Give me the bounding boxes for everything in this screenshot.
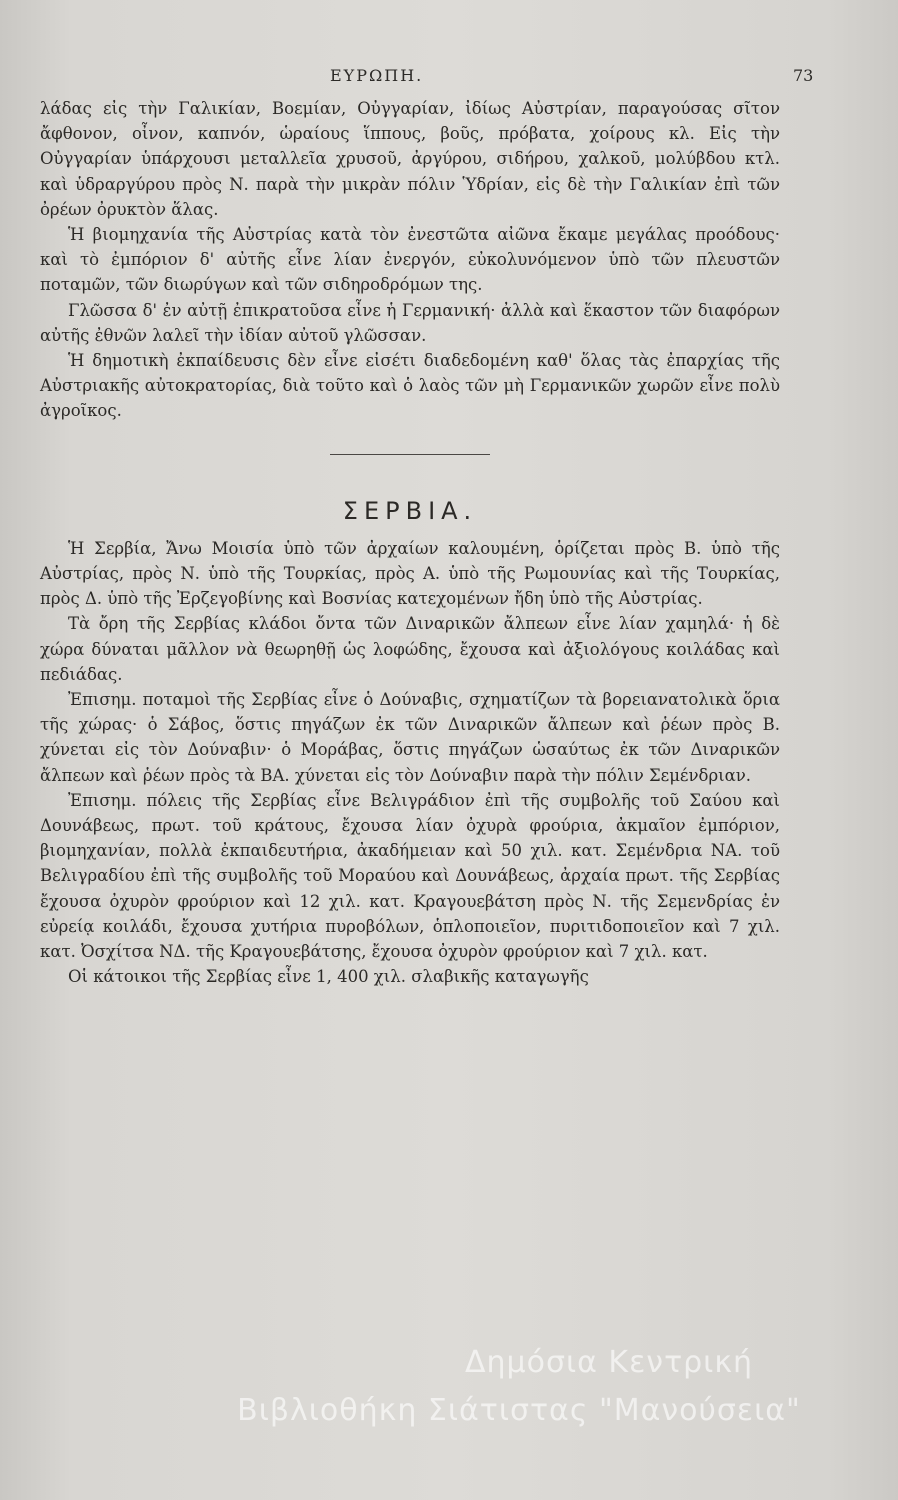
page-number: 73 <box>793 66 814 85</box>
paragraph: Ἐπισημ. ποταμοὶ τῆς Σερβίας εἶνε ὁ Δούναβις, σχηματίζων τὰ βορειανατολικὰ ὅρια τῆς χώρας· ὁ Σάβος, ὅστις πηγάζων ἐκ τῶν Διναρικῶν ἄλπεων καὶ ῥέων πρὸς Β. χύνεται εἰς τὸν Δούναβιν· ὁ Μοράβας, ὅστις πηγάζων ὡσαύτως ἐκ τῶν Διναρικῶν ἄλπεων καὶ ῥέων πρὸς τὰ ΒΑ. χύνεται εἰς τὸν Δούναβιν παρὰ τὴν πόλιν Σεμένδριαν. <box>40 690 780 785</box>
paragraph: Ἡ δημοτικὴ ἐκπαίδευσις δὲν εἶνε εἰσέτι διαδεδομένη καθ' ὅλας τὰς ἐπαρχίας τῆς Αὐστριακῆς αὐτοκρατορίας, διὰ τοῦτο καὶ ὁ λαὸς τῶν μὴ Γερμανικῶν χωρῶν εἶνε πολὺ ἀγροῖκος. <box>40 351 780 421</box>
page-header <box>0 66 898 90</box>
library-watermark-line1: Δημόσια Κεντρική <box>464 1345 754 1380</box>
section-title: ΣΕΡΒΙΑ. <box>342 496 478 525</box>
paragraph: Ἐπισημ. πόλεις τῆς Σερβίας εἶνε Βελιγράδιον ἐπὶ τῆς συμβολῆς τοῦ Σαύου καὶ Δουνάβεως, πρωτ. τοῦ κράτους, ἔχουσα λίαν ὀχυρὰ φρούρια, ἀκμαῖον ἐμπόριον, βιομηχανίαν, πολλὰ ἐκπαιδευτήρια, ἀκαδήμειαν καὶ 50 χιλ. κατ. Σεμένδρια ΝΑ. τοῦ Βελιγραδίου ἐπὶ τῆς συμβολῆς τοῦ Μοραύου καὶ Δουνάβεως, ἀρχαία πρωτ. τῆς Σερβίας ἔχουσα ὀχυρὸν φρούριον καὶ 12 χιλ. κατ. Κραγουεβάτση πρὸς Ν. τῆς Σεμενδρίας ἐν εὐρείᾳ κοιλάδι, ἔχουσα χυτήρια πυροβόλων, ὁπλοποιεῖον, πυριτιδοποιεῖον καὶ 7 χιλ. κατ. Ὀσχίτσα ΝΔ. τῆς Κραγουεβάτσης, ἔχουσα ὀχυρὸν φρούριον καὶ 7 χιλ. κατ. <box>40 790 780 962</box>
paragraph: Οἱ κάτοικοι τῆς Σερβίας εἶνε 1, 400 χιλ. σλαβικῆς καταγωγῆς <box>68 967 589 987</box>
paragraph: Ἡ βιομηχανία τῆς Αὐστρίας κατὰ τὸν ἐνεστῶτα αἰῶνα ἔκαμε μεγάλας προόδους· καὶ τὸ ἐμπόριον δ' αὐτῆς εἶνε λίαν ἐνεργόν, εὐκολυνόμενον ὑπὸ τῶν πλευστῶν ποταμῶν, τῶν διωρύγων καὶ τῶν σιδηροδρόμων της. <box>40 225 780 295</box>
library-watermark-line2: Βιβλιοθήκη Σιάτιστας "Μανούσεια" <box>237 1393 801 1428</box>
paragraph: λάδας εἰς τὴν Γαλικίαν, Βοεμίαν, Οὐγγαρίαν, ἰδίως Αὐστρίαν, παραγούσας σῖτον ἄφθονον, οἶνον, καπνόν, ὡραίους ἵππους, βοῦς, πρόβατα, χοίρους κλ. Εἰς τὴν Οὐγγαρίαν ὑπάρχουσι μεταλλεῖα χρυσοῦ, ἀργύρου, σιδήρου, χαλκοῦ, μολύβδου κτλ. καὶ ὑδραργύρου πρὸς Ν. παρὰ τὴν μικρὰν πόλιν Ὑδρίαν, εἰς δὲ τὴν Γαλικίαν ἐπὶ τῶν ὀρέων ὀρυκτὸν ἅλας. <box>40 99 780 219</box>
paragraph: Τὰ ὄρη τῆς Σερβίας κλάδοι ὄντα τῶν Διναρικῶν ἄλπεων εἶνε λίαν χαμηλά· ἡ δὲ χώρα δύναται μᾶλλον νὰ θεωρηθῇ ὡς λοφώδης, ἔχουσα καὶ ἀξιολόγους κοιλάδας καὶ πεδιάδας. <box>40 614 780 684</box>
running-head: ΕΥΡΩΠΗ. <box>330 66 424 85</box>
paragraph: Ἡ Σερβία, Ἄνω Μοισία ὑπὸ τῶν ἀρχαίων καλουμένη, ὁρίζεται πρὸς Β. ὑπὸ τῆς Αὐστρίας, πρὸς Ν. ὑπὸ τῆς Τουρκίας, πρὸς Α. ὑπὸ τῆς Ρωμουνίας καὶ τῆς Τουρκίας, πρὸς Δ. ὑπὸ τῆς Ἐρζεγοβίνης καὶ Βοσνίας κατεχομένων ἤδη ὑπὸ τῆς Αὐστρίας. <box>40 538 780 609</box>
section-divider <box>330 454 490 455</box>
paragraph: Γλῶσσα δ' ἐν αὐτῇ ἐπικρατοῦσα εἶνε ἡ Γερμανική· ἀλλὰ καὶ ἕκαστον τῶν διαφόρων αὐτῆς ἐθνῶν λαλεῖ τὴν ἰδίαν αὐτοῦ γλῶσσαν. <box>40 300 780 345</box>
body-text <box>40 96 780 990</box>
